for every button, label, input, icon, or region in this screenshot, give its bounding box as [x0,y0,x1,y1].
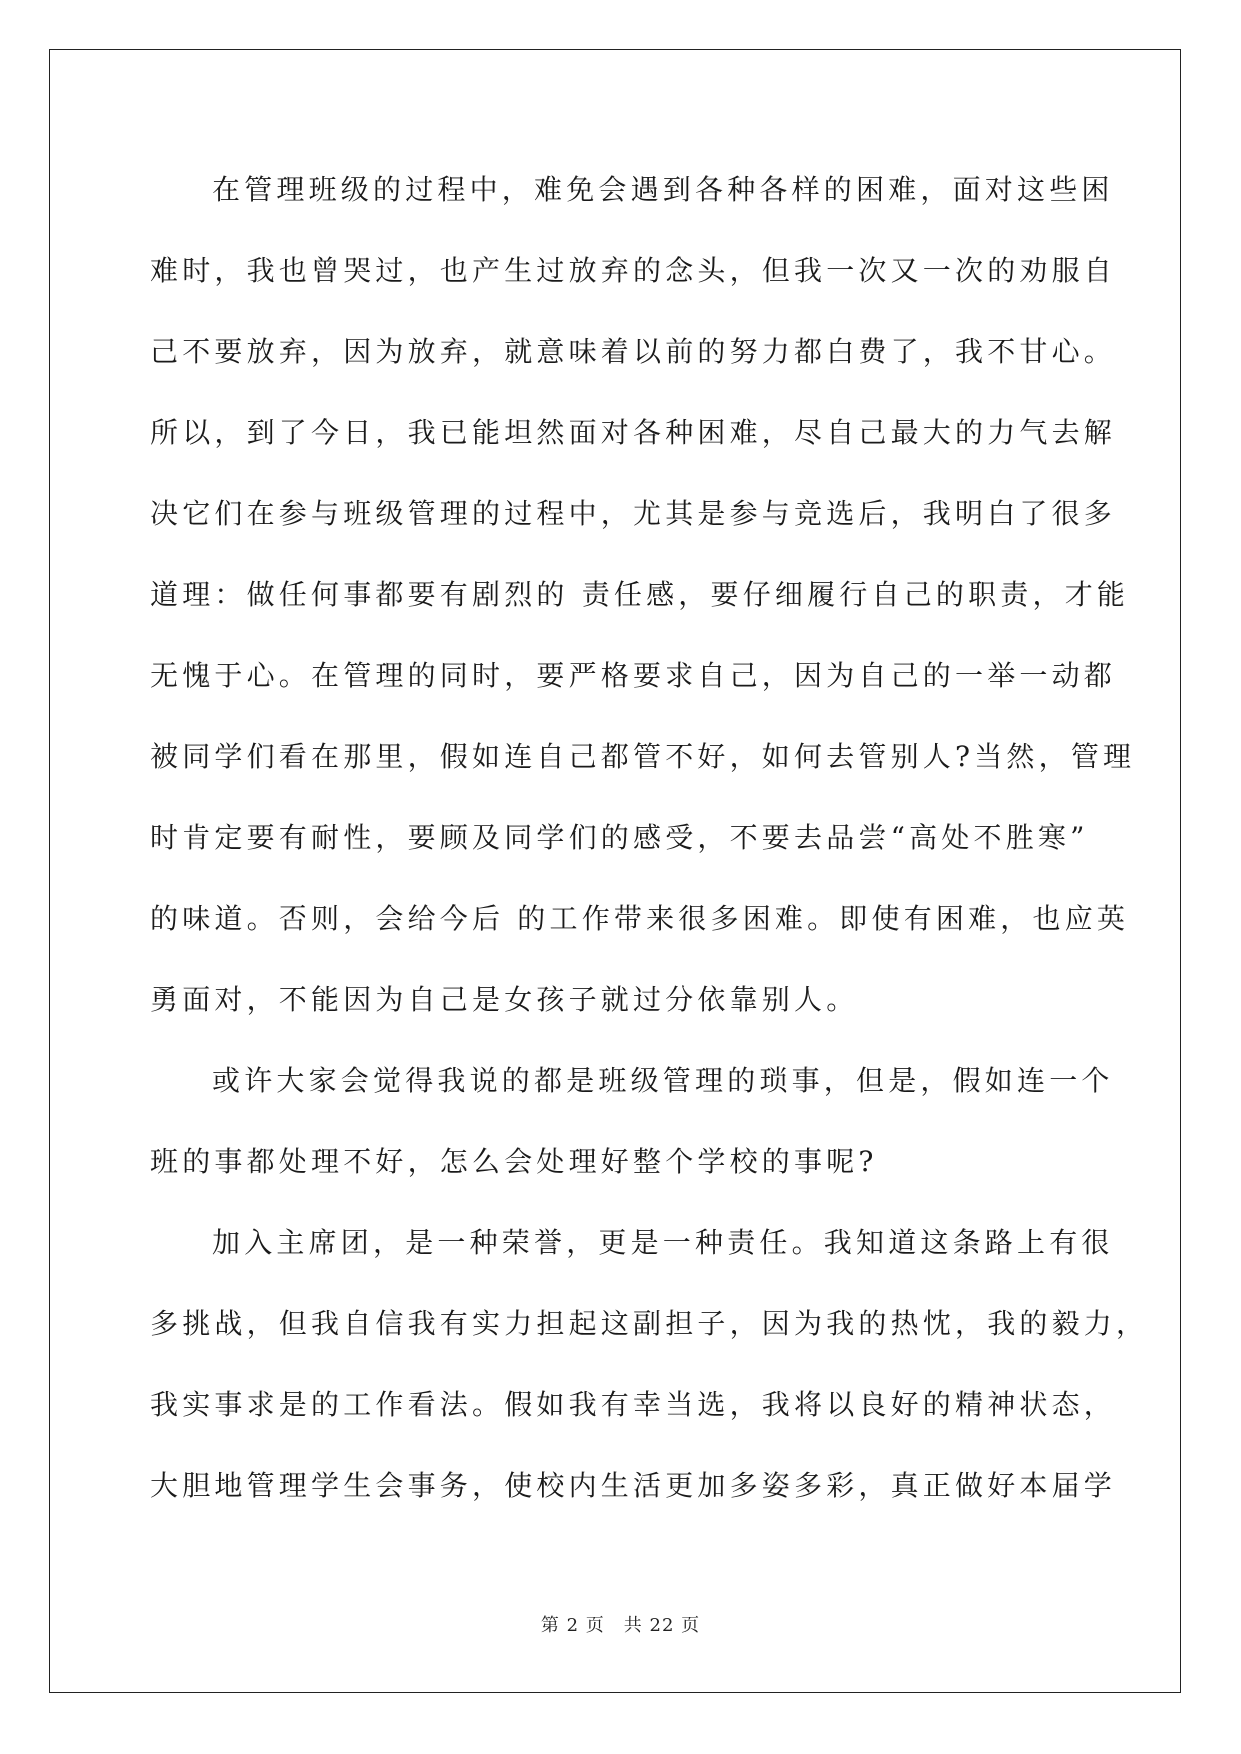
text-line: 我实事求是的工作看法。假如我有幸当选，我将以良好的精神状态， [150,1388,1117,1421]
text-line: 道理：做任何事都要有剧烈的 责任感，要仔细履行自己的职责，才能 [150,578,1130,611]
text-line: 多挑战，但我自信我有实力担起这副担子，因为我的热忱，我的毅力， [150,1307,1149,1340]
document-body [150,160,1149,1537]
text-line: 时肯定要有耐性，要顾及同学们的感受，不要去品尝“高处不胜寒” [150,821,1089,854]
text-line: 勇面对，不能因为自己是女孩子就过分依靠别人。 [150,983,859,1016]
text-line: 在管理班级的过程中，难免会遇到各种各样的困难，面对这些困 [212,173,1114,206]
text-line: 被同学们看在那里，假如连自己都管不好，如何去管别人?当然，管理 [150,740,1136,773]
text-line: 难时，我也曾哭过，也产生过放弃的念头，但我一次又一次的劝服自 [150,254,1117,287]
text-line: 己不要放弃，因为放弃，就意味着以前的努力都白费了，我不甘心。 [150,335,1117,368]
text-line: 大胆地管理学生会事务，使校内生活更加多姿多彩，真正做好本届学 [150,1469,1117,1502]
text-line: 加入主席团，是一种荣誉，更是一种责任。我知道这条路上有很 [212,1226,1114,1259]
text-line: 无愧于心。在管理的同时，要严格要求自己，因为自己的一举一动都 [150,659,1117,692]
text-line: 决它们在参与班级管理的过程中，尤其是参与竞选后，我明白了很多 [150,497,1117,530]
text-line: 班的事都处理不好，怎么会处理好整个学校的事呢? [150,1145,878,1178]
text-line: 或许大家会觉得我说的都是班级管理的琐事，但是，假如连一个 [212,1064,1114,1097]
text-line: 所以，到了今日，我已能坦然面对各种困难，尽自己最大的力气去解 [150,416,1117,449]
text-line: 的味道。否则，会给今后 的工作带来很多困难。即使有困难，也应英 [150,902,1130,935]
page-number-footer: 第 2 页 共 22 页 [540,1615,701,1636]
